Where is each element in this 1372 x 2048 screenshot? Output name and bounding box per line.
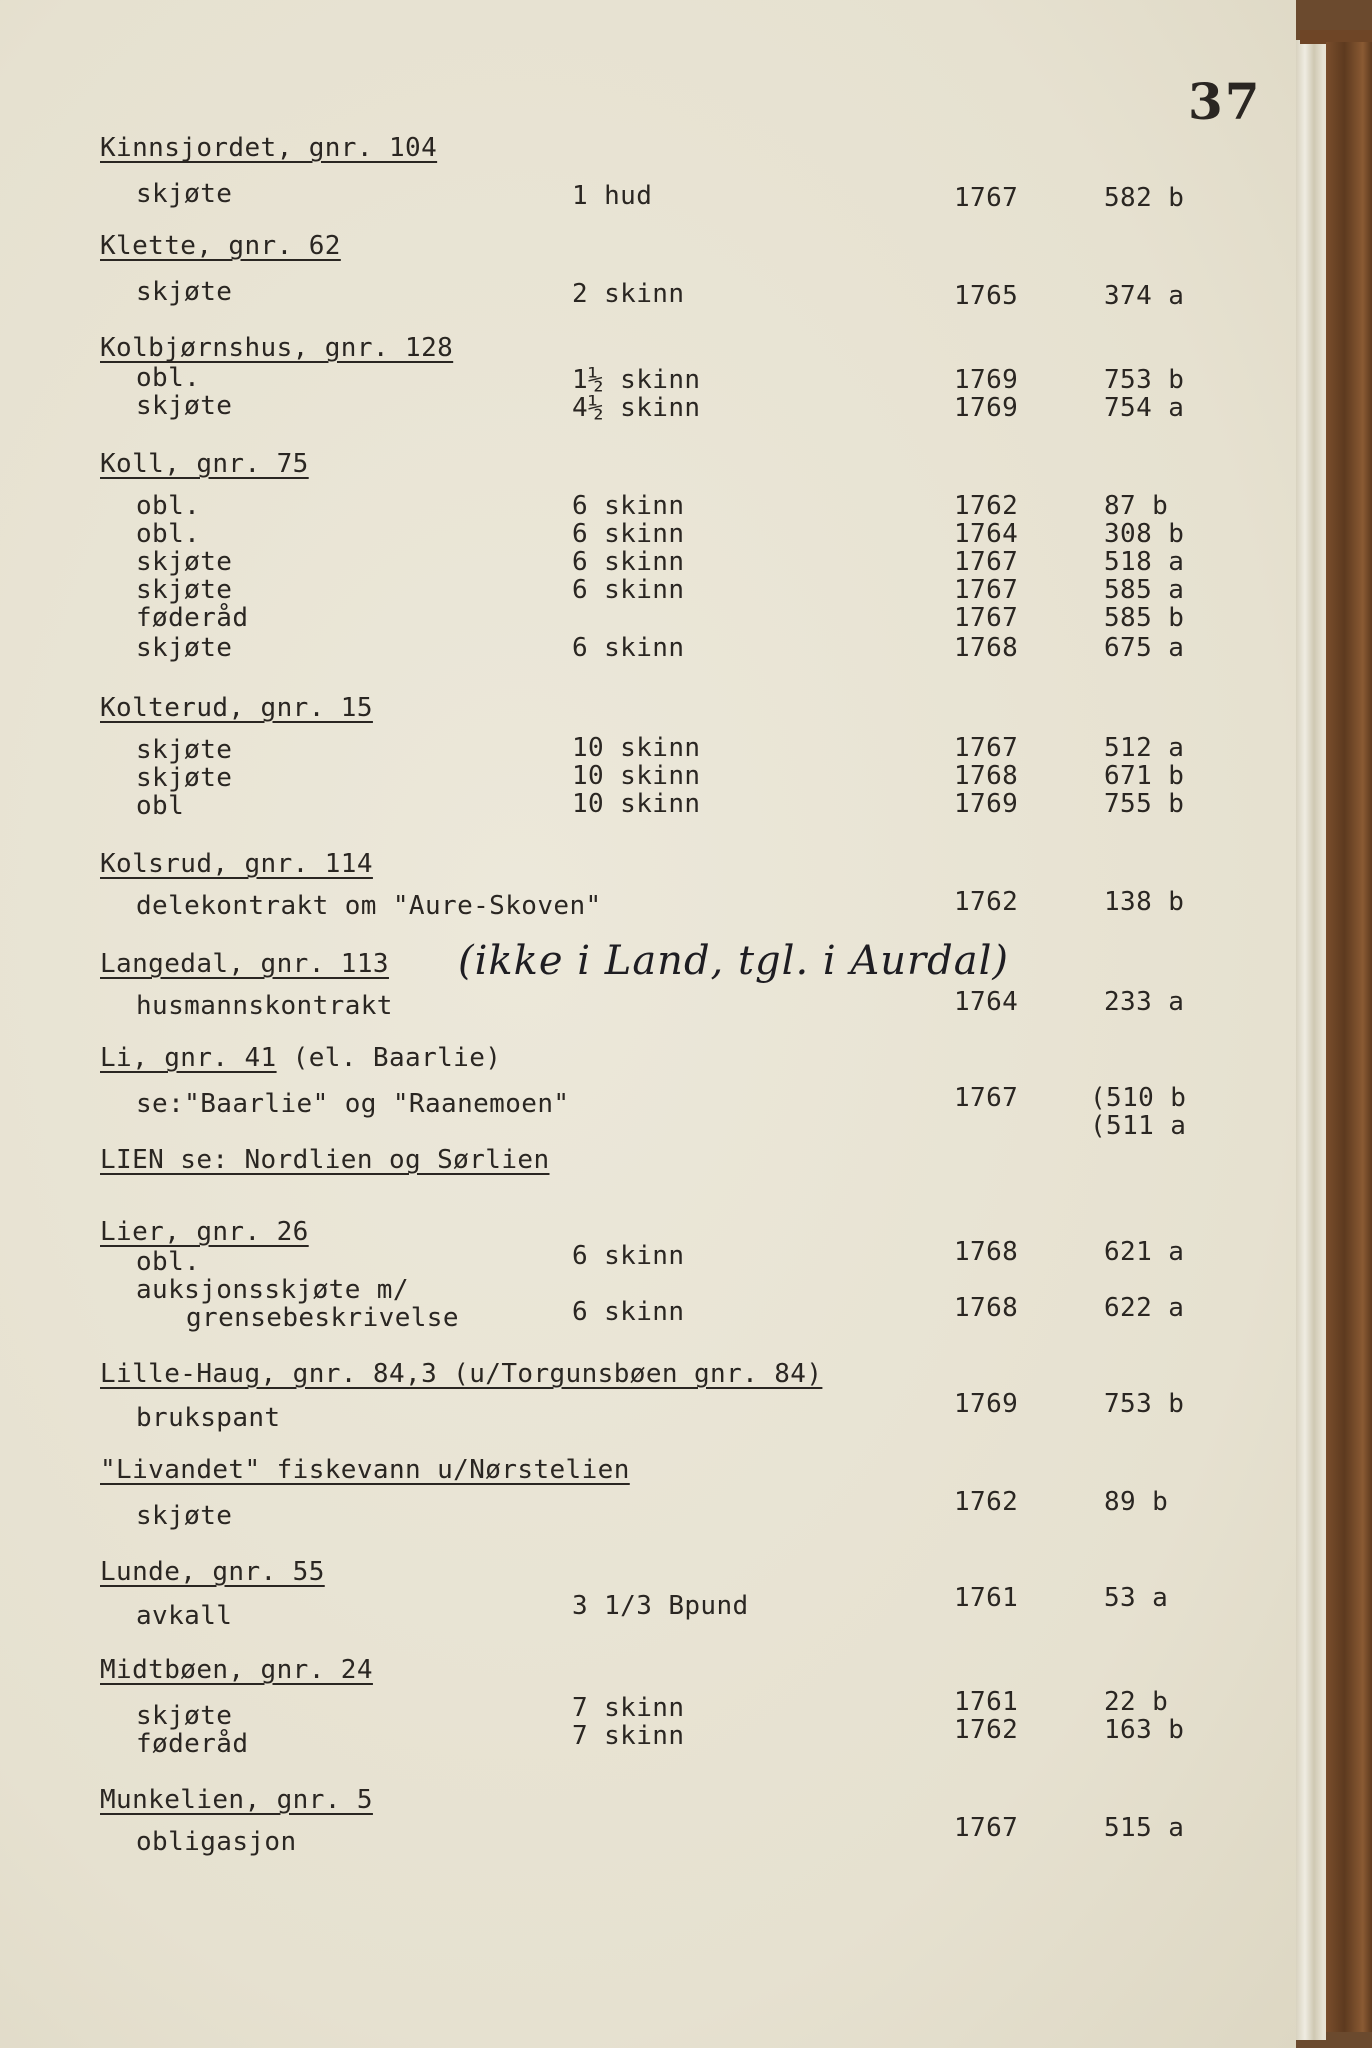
doc-ref: 675 a <box>1104 633 1185 663</box>
doc-ref: 518 a <box>1104 547 1185 577</box>
doc-type: obl. <box>136 491 201 521</box>
doc-type: se:"Baarlie" og "Raanemoen" <box>136 1089 570 1119</box>
doc-year: 1762 <box>954 1487 1019 1517</box>
entry-heading: Kolsrud, gnr. 114 <box>100 849 373 879</box>
entry-heading-line <box>100 1044 501 1072</box>
doc-year: 1764 <box>954 519 1019 549</box>
doc-ref: 163 b <box>1104 1715 1185 1745</box>
doc-size: 4½ skinn <box>572 393 701 423</box>
doc-ref: 87 b <box>1104 491 1169 521</box>
doc-year: 1768 <box>954 1237 1019 1267</box>
doc-type: obl. <box>136 519 201 549</box>
doc-ref: 89 b <box>1104 1487 1169 1517</box>
doc-ref: 308 b <box>1104 519 1185 549</box>
doc-type: skjøte <box>136 575 233 605</box>
doc-ref: 138 b <box>1104 887 1185 917</box>
doc-type: skjøte <box>136 633 233 663</box>
doc-year: 1767 <box>954 733 1019 763</box>
doc-ref: 53 a <box>1104 1583 1169 1613</box>
doc-size: 3 1/3 Bpund <box>572 1591 749 1621</box>
doc-size: 6 skinn <box>572 633 685 663</box>
doc-year: 1767 <box>954 183 1019 213</box>
doc-type: auksjonsskjøte m/ <box>136 1275 409 1305</box>
doc-type: skjøte <box>136 763 233 793</box>
doc-year: 1768 <box>954 633 1019 663</box>
doc-type: føderåd <box>136 603 249 633</box>
doc-size: 7 skinn <box>572 1721 685 1751</box>
doc-ref: 754 a <box>1104 393 1185 423</box>
doc-year: 1768 <box>954 761 1019 791</box>
doc-size: 1½ skinn <box>572 365 701 395</box>
doc-year: 1767 <box>954 1813 1019 1843</box>
doc-ref: 512 a <box>1104 733 1185 763</box>
doc-type: brukspant <box>136 1403 281 1433</box>
entry-heading: Li, gnr. 41 <box>100 1043 277 1073</box>
doc-ref: 515 a <box>1104 1813 1185 1843</box>
doc-ref: 671 b <box>1104 761 1185 791</box>
doc-year: 1761 <box>954 1583 1019 1613</box>
doc-type: føderåd <box>136 1729 249 1759</box>
doc-type: skjøte <box>136 179 233 209</box>
doc-type: husmannskontrakt <box>136 991 393 1021</box>
entry-heading: Lunde, gnr. 55 <box>100 1557 325 1587</box>
page-stack-edge <box>1296 40 1326 2040</box>
doc-type: skjøte <box>136 547 233 577</box>
doc-ref: 585 a <box>1104 575 1185 605</box>
doc-ref: 753 b <box>1104 1389 1185 1419</box>
entry-heading: Lille-Haug, gnr. 84,3 (u/Torgunsbøen gnr. 84) <box>100 1359 823 1389</box>
doc-year: 1769 <box>954 365 1019 395</box>
doc-type: avkall <box>136 1601 233 1631</box>
doc-size: 6 skinn <box>572 1241 685 1271</box>
handwritten-annotation: (ikke i Land, tgl. i Aurdal) <box>458 938 1010 984</box>
doc-ref: 585 b <box>1104 603 1185 633</box>
doc-type: skjøte <box>136 391 233 421</box>
page-number: 37 <box>1188 72 1262 131</box>
doc-type: skjøte <box>136 1501 233 1531</box>
doc-ref: (510 b <box>1090 1083 1187 1113</box>
doc-type: obl <box>136 791 185 821</box>
doc-size: 2 skinn <box>572 279 685 309</box>
entry-heading: LIEN se: Nordlien og Sørlien <box>100 1145 550 1175</box>
entry-heading: Koll, gnr. 75 <box>100 449 309 479</box>
doc-year: 1762 <box>954 1715 1019 1745</box>
entry-heading: Munkelien, gnr. 5 <box>100 1785 373 1815</box>
doc-ref: 582 b <box>1104 183 1185 213</box>
doc-ref: 233 a <box>1104 987 1185 1017</box>
doc-type: delekontrakt om "Aure-Skoven" <box>136 891 602 921</box>
doc-size: 6 skinn <box>572 491 685 521</box>
doc-ref: 622 a <box>1104 1293 1185 1323</box>
doc-size: 6 skinn <box>572 547 685 577</box>
doc-type: skjøte <box>136 735 233 765</box>
doc-ref: 755 b <box>1104 789 1185 819</box>
entry-heading: Lier, gnr. 26 <box>100 1217 309 1247</box>
entry-heading: "Livandet" fiskevann u/Nørstelien <box>100 1455 630 1485</box>
entry-heading: Kinnsjordet, gnr. 104 <box>100 133 438 163</box>
doc-type: skjøte <box>136 1701 233 1731</box>
doc-year: 1761 <box>954 1687 1019 1717</box>
book-cover <box>1326 42 1372 2032</box>
doc-ref: 621 a <box>1104 1237 1185 1267</box>
doc-year: 1767 <box>954 547 1019 577</box>
doc-type: skjøte <box>136 277 233 307</box>
doc-year: 1769 <box>954 1389 1019 1419</box>
doc-year: 1767 <box>954 575 1019 605</box>
doc-size: 1 hud <box>572 181 653 211</box>
doc-size: 7 skinn <box>572 1693 685 1723</box>
doc-year: 1765 <box>954 281 1019 311</box>
doc-type: obl. <box>136 1247 201 1277</box>
doc-year: 1767 <box>954 1083 1019 1113</box>
doc-year: 1764 <box>954 987 1019 1017</box>
doc-size: 10 skinn <box>572 761 701 791</box>
doc-year: 1769 <box>954 393 1019 423</box>
entry-heading: Kolbjørnshus, gnr. 128 <box>100 333 454 363</box>
doc-type: obligasjon <box>136 1827 297 1857</box>
doc-year: 1767 <box>954 603 1019 633</box>
doc-year: 1768 <box>954 1293 1019 1323</box>
doc-type: obl. <box>136 363 201 393</box>
doc-size: 6 skinn <box>572 519 685 549</box>
doc-ref: 374 a <box>1104 281 1185 311</box>
doc-size: 6 skinn <box>572 575 685 605</box>
doc-ref-2: (511 a <box>1090 1111 1187 1141</box>
entry-heading: Kolterud, gnr. 15 <box>100 693 373 723</box>
entry-heading: Midtbøen, gnr. 24 <box>100 1655 373 1685</box>
doc-size: 6 skinn <box>572 1297 685 1327</box>
doc-year: 1762 <box>954 491 1019 521</box>
doc-year: 1762 <box>954 887 1019 917</box>
doc-size: 10 skinn <box>572 733 701 763</box>
doc-year: 1769 <box>954 789 1019 819</box>
doc-type-continued: grensebeskrivelse <box>186 1303 459 1333</box>
entry-heading: Langedal, gnr. 113 <box>100 949 389 979</box>
entry-heading: Klette, gnr. 62 <box>100 231 341 261</box>
entry-heading-suffix: (el. Baarlie) <box>276 1043 502 1073</box>
doc-ref: 22 b <box>1104 1687 1169 1717</box>
doc-ref: 753 b <box>1104 365 1185 395</box>
doc-size: 10 skinn <box>572 789 701 819</box>
